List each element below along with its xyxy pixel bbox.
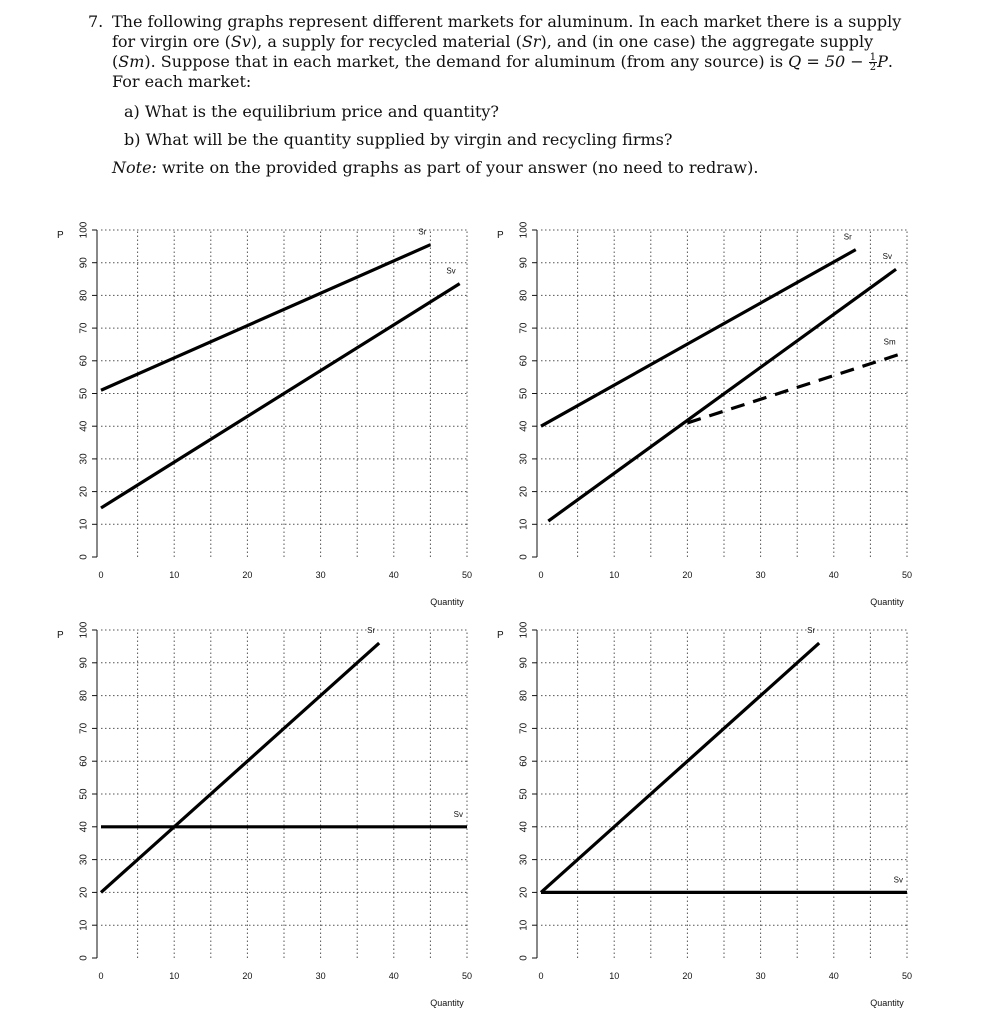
y-tick-label: 30 <box>518 453 530 465</box>
y-tick-label: 50 <box>518 387 530 400</box>
x-tick-label: 30 <box>315 971 326 981</box>
demand-equation-var: P <box>877 52 888 71</box>
sr-symbol: Sr <box>521 32 541 51</box>
y-tick-label: 100 <box>518 621 530 639</box>
x-tick-label: 10 <box>609 971 620 981</box>
y-tick-label: 80 <box>78 289 90 301</box>
sv-symbol: Sv <box>230 32 251 51</box>
y-tick-label: 40 <box>518 420 530 432</box>
y-axis-label: P <box>497 630 504 641</box>
x-tick-label: 40 <box>828 971 839 981</box>
x-tick-label: 0 <box>98 971 104 981</box>
y-tick-label: 10 <box>518 518 530 530</box>
y-tick-label: 70 <box>518 322 530 334</box>
stem-part-5: . For each market: <box>112 52 893 91</box>
y-tick-label: 50 <box>78 788 90 800</box>
y-axis-label: P <box>57 630 64 641</box>
series-label-sm: Sm <box>883 337 896 347</box>
stem-part-4: ). Suppose that in each market, the demand for aluminum (from any source) is <box>144 52 789 71</box>
y-tick-label: 60 <box>78 755 90 767</box>
y-tick-label: 0 <box>518 554 530 560</box>
y-tick-label: 0 <box>518 955 530 961</box>
y-tick-label: 50 <box>518 788 530 800</box>
x-tick-label: 30 <box>755 570 766 580</box>
y-tick-label: 10 <box>78 919 90 931</box>
series-label-sr: Sr <box>807 626 816 636</box>
x-tick-label: 20 <box>682 570 693 580</box>
series-label-sr: Sr <box>418 227 427 237</box>
x-tick-label: 20 <box>682 971 693 981</box>
sm-symbol: Sm <box>118 52 145 71</box>
y-tick-label: 80 <box>518 690 530 702</box>
y-tick-label: 20 <box>78 886 90 898</box>
series-line-sm <box>687 354 899 423</box>
chart-4 <box>497 621 912 1008</box>
x-tick-label: 20 <box>242 570 253 580</box>
x-tick-label: 10 <box>609 570 620 580</box>
series-label-sv: Sv <box>893 875 903 885</box>
y-tick-label: 30 <box>518 854 530 866</box>
y-tick-label: 70 <box>78 322 90 334</box>
stem-part-1: The following graphs represent different markets for aluminum. In each market there is a supply for virgin ore ( <box>112 12 902 51</box>
series-line-sv <box>101 284 460 508</box>
x-axis-label: Quantity <box>870 998 904 1008</box>
y-tick-label: 40 <box>518 821 530 833</box>
series-line-sv <box>548 269 896 521</box>
x-axis-label: Quantity <box>430 597 464 607</box>
note-label: Note: <box>112 158 157 177</box>
y-tick-label: 100 <box>78 221 90 239</box>
y-tick-label: 40 <box>78 821 90 833</box>
x-tick-label: 30 <box>315 570 326 580</box>
y-tick-label: 60 <box>518 355 530 367</box>
x-tick-label: 40 <box>388 570 399 580</box>
part-b: b) What will be the quantity supplied by virgin and recycling firms? <box>124 130 673 149</box>
chart-1 <box>57 221 472 607</box>
x-tick-label: 30 <box>755 971 766 981</box>
demand-equation-lhs: Q = 50 − <box>788 52 869 71</box>
y-tick-label: 50 <box>78 387 90 400</box>
y-tick-label: 60 <box>518 755 530 767</box>
x-tick-label: 0 <box>538 971 544 981</box>
x-tick-label: 40 <box>388 971 399 981</box>
x-axis-label: Quantity <box>870 597 904 607</box>
y-axis-label: P <box>497 230 504 241</box>
y-tick-label: 30 <box>78 453 90 465</box>
series-line-sr <box>541 250 856 427</box>
y-tick-label: 90 <box>78 657 90 669</box>
y-tick-label: 20 <box>518 886 530 898</box>
chart-3 <box>57 621 472 1008</box>
x-tick-label: 10 <box>169 971 180 981</box>
x-tick-label: 50 <box>461 570 473 580</box>
y-tick-label: 80 <box>518 289 530 301</box>
stem-part-2: ), a supply for recycled material ( <box>250 32 522 51</box>
x-tick-label: 10 <box>169 570 180 580</box>
x-tick-label: 20 <box>242 971 253 981</box>
note-text: write on the provided graphs as part of your answer (no need to redraw). <box>156 158 759 177</box>
series-label-sv: Sv <box>453 809 463 819</box>
y-tick-label: 20 <box>78 486 90 498</box>
y-tick-label: 60 <box>78 355 90 367</box>
y-tick-label: 90 <box>518 257 530 269</box>
y-tick-label: 10 <box>78 518 90 530</box>
series-label-sv: Sv <box>446 266 456 276</box>
y-tick-label: 100 <box>78 621 90 639</box>
fraction-denominator: 2 <box>869 62 877 73</box>
question-number: 7. <box>88 12 104 31</box>
y-tick-label: 90 <box>78 257 90 269</box>
x-tick-label: 0 <box>98 570 104 580</box>
series-label-sr: Sr <box>843 232 852 242</box>
y-tick-label: 0 <box>78 955 90 961</box>
x-axis-label: Quantity <box>430 998 464 1008</box>
series-line-sr <box>541 643 819 892</box>
y-tick-label: 30 <box>78 854 90 866</box>
x-tick-label: 50 <box>901 971 913 981</box>
y-tick-label: 10 <box>518 919 530 931</box>
y-tick-label: 40 <box>78 420 90 432</box>
y-tick-label: 80 <box>78 690 90 702</box>
series-line-sr <box>101 245 430 391</box>
y-tick-label: 90 <box>518 657 530 669</box>
x-tick-label: 40 <box>828 570 839 580</box>
series-label-sr: Sr <box>367 626 376 636</box>
y-tick-label: 100 <box>518 221 530 239</box>
stem-part-3: ), and (in one case) the aggregate supply ( <box>112 32 874 71</box>
part-a: a) What is the equilibrium price and quantity? <box>124 102 499 121</box>
y-tick-label: 20 <box>518 486 530 498</box>
series-line-sr <box>101 643 379 892</box>
y-tick-label: 70 <box>518 722 530 734</box>
fraction-numerator: 1 <box>869 52 877 63</box>
y-tick-label: 0 <box>78 554 90 560</box>
x-tick-label: 50 <box>461 971 473 981</box>
chart-2 <box>497 221 912 607</box>
series-label-sv: Sv <box>882 252 893 262</box>
y-tick-label: 70 <box>78 722 90 734</box>
x-tick-label: 50 <box>901 570 913 580</box>
y-axis-label: P <box>57 230 64 241</box>
x-tick-label: 0 <box>538 570 544 580</box>
